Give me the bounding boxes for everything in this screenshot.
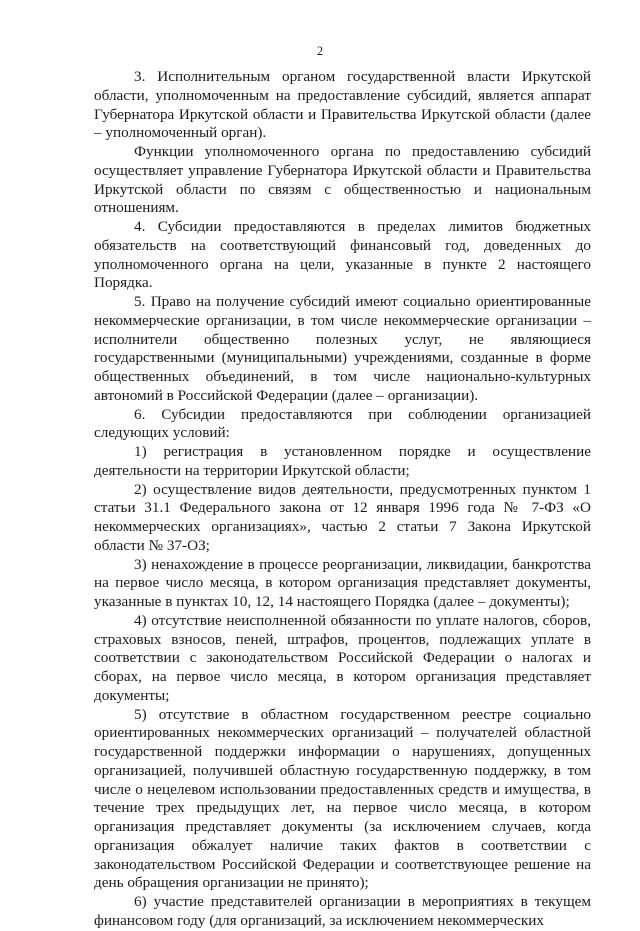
- condition-6-participation: 6) участие представителей организации в мероприятиях в текущем финансовом году (для организаций, за исключением некоммерческих: [94, 893, 591, 929]
- paragraph-item-5-eligibility: 5. Право на получение субсидий имеют социально ориентированные некоммерческие организации, в том числе некоммерческие организации – исполнители общественно полезных услуг, не являющиеся государственными (муниципальными) учреждениями, созданные в форме общественных объединений, в том числе национально-культурных автономий в Российской Федерации (далее – организации).: [94, 293, 591, 404]
- condition-3-no-reorganization: 3) ненахождение в процессе реорганизации, ликвидации, банкротства на первое число месяца, в котором организация представляет документы, указанные в пунктах 10, 12, 14 настоящего Порядка (далее – документы);: [94, 555, 591, 610]
- condition-5-registry: 5) отсутствие в областном государственном реестре социально ориентированных некоммерческих организаций – получателей областной государственной поддержки информации о нарушениях, допущенных организацией, получившей областную государственную поддержку, в том числе о нецелевом использовании предоставленных средств и имущества, в течение трех предыдущих лет, на первое число месяца, в котором организация представляет документы (за исключением случаев, когда организация обжалует наличие таких фактов в соответствии с законодательством Российской Федерации и соответствующее решение на день обращения организации не принято);: [94, 705, 591, 892]
- paragraph-functions: Функции уполномоченного органа по предоставлению субсидий осуществляет управление Губернатора Иркутской области и Правительства Иркутской области по связям с общественностью и национальным отношениям.: [94, 143, 591, 217]
- paragraph-item-6-conditions: 6. Субсидии предоставляются при соблюдении организацией следующих условий:: [94, 405, 591, 442]
- paragraph-item-4-limits: 4. Субсидии предоставляются в пределах лимитов бюджетных обязательств на соответствующий финансовый год, доведенных до уполномоченного органа на цели, указанные в пункте 2 настоящего Порядка.: [94, 218, 591, 292]
- condition-1-registration: 1) регистрация в установленном порядке и осуществление деятельности на территории Иркутской области;: [94, 443, 591, 479]
- page-number: 2: [316, 44, 324, 58]
- document-body: [94, 68, 591, 931]
- condition-2-activities: 2) осуществление видов деятельности, предусмотренных пунктом 1 статьи 31.1 Федерального закона от 12 января 1996 года № 7-ФЗ «О некоммерческих организациях», частью 2 статьи 7 Закона Иркутской области № 37-ОЗ;: [94, 480, 591, 554]
- paragraph-item-3-executive-body: 3. Исполнительным органом государственной власти Иркутской области, уполномоченным на предоставление субсидий, является аппарат Губернатора Иркутской области и Правительства Иркутской области (далее – уполномоченный орган).: [94, 68, 591, 142]
- condition-4-no-tax-debt: 4) отсутствие неисполненной обязанности по уплате налогов, сборов, страховых взносов, пеней, штрафов, процентов, подлежащих уплате в соответствии с законодательством Российской Федерации о налогах и сборах, на первое число месяца, в котором организация представляет документы;: [94, 611, 591, 704]
